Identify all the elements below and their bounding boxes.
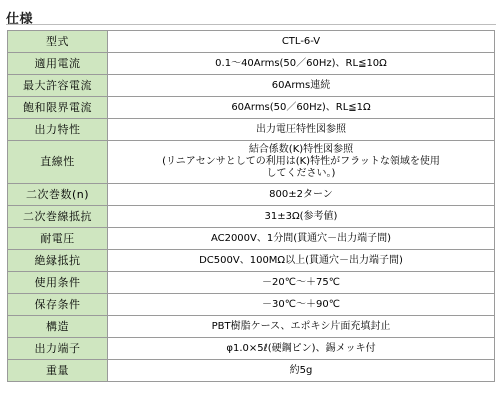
spec-value	[108, 184, 495, 206]
spec-table	[7, 30, 495, 382]
spec-value	[108, 338, 495, 360]
spec-label: 絶縁抵抗	[8, 250, 108, 272]
spec-value-line: 0.1～40Arms(50／60Hz)、RL≦10Ω	[215, 57, 387, 69]
spec-label: 出力端子	[8, 338, 108, 360]
spec-value	[108, 141, 495, 184]
spec-row	[8, 360, 495, 382]
spec-row	[8, 119, 495, 141]
spec-value-line: 60Arms(50／60Hz)、RL≦1Ω	[231, 101, 371, 113]
spec-label: 耐電圧	[8, 228, 108, 250]
spec-value-line: 31±3Ω(参考値)	[264, 210, 338, 222]
spec-value-line: CTL-6-V	[281, 35, 321, 47]
spec-value	[108, 250, 495, 272]
spec-row	[8, 184, 495, 206]
spec-value-line: してください。)	[266, 168, 336, 179]
spec-label: 構造	[8, 316, 108, 338]
spec-label: 二次巻線抵抗	[8, 206, 108, 228]
spec-value-line: 出力電圧特性図参照	[256, 123, 346, 135]
spec-label: 飽和限界電流	[8, 97, 108, 119]
spec-value	[108, 75, 495, 97]
spec-value	[108, 294, 495, 316]
spec-label: 適用電流	[8, 53, 108, 75]
spec-label: 重量	[8, 360, 108, 382]
spec-row	[8, 141, 495, 184]
spec-row	[8, 75, 495, 97]
spec-value-line: 約5g	[289, 364, 313, 376]
spec-value	[108, 97, 495, 119]
spec-table-body	[8, 31, 495, 382]
spec-value-line: －20℃～＋75℃	[262, 276, 340, 288]
spec-value-line: (リニアセンサとしての利用は(K)特性がフラットな領域を使用	[162, 156, 440, 167]
spec-value-line: φ1.0×5ℓ(硬鋼ピン)、錫メッキ付	[226, 342, 376, 354]
spec-value-line: DC500V、100MΩ以上(貫通穴－出力端子間)	[199, 254, 403, 266]
spec-value-line: AC2000V、1分間(貫通穴－出力端子間)	[210, 232, 392, 244]
spec-value	[108, 53, 495, 75]
spec-value-line: 結合係数(K)特性図参照	[248, 144, 354, 155]
spec-value	[108, 206, 495, 228]
spec-row	[8, 250, 495, 272]
spec-label: 出力特性	[8, 119, 108, 141]
spec-value	[108, 31, 495, 53]
spec-value	[108, 360, 495, 382]
spec-row	[8, 294, 495, 316]
spec-row	[8, 228, 495, 250]
spec-value	[108, 316, 495, 338]
spec-value-line: 800±2ターン	[269, 188, 333, 200]
spec-value	[108, 119, 495, 141]
spec-label: 最大許容電流	[8, 75, 108, 97]
heading-divider	[6, 24, 496, 25]
spec-row	[8, 53, 495, 75]
spec-value-line: 60Arms連続	[271, 79, 331, 91]
section-title: 仕様	[6, 12, 34, 27]
spec-label: 型式	[8, 31, 108, 53]
spec-value	[108, 272, 495, 294]
spec-row	[8, 272, 495, 294]
spec-label: 保存条件	[8, 294, 108, 316]
spec-row	[8, 206, 495, 228]
spec-row	[8, 316, 495, 338]
spec-label: 使用条件	[8, 272, 108, 294]
spec-label: 二次巻数(n)	[8, 184, 108, 206]
spec-value	[108, 228, 495, 250]
spec-row	[8, 97, 495, 119]
spec-row	[8, 338, 495, 360]
spec-value-line: PBT樹脂ケース、エポキシ片面充填封止	[211, 320, 391, 332]
spec-value-line: －30℃～＋90℃	[262, 298, 340, 310]
spec-row	[8, 31, 495, 53]
spec-label: 直線性	[8, 141, 108, 184]
